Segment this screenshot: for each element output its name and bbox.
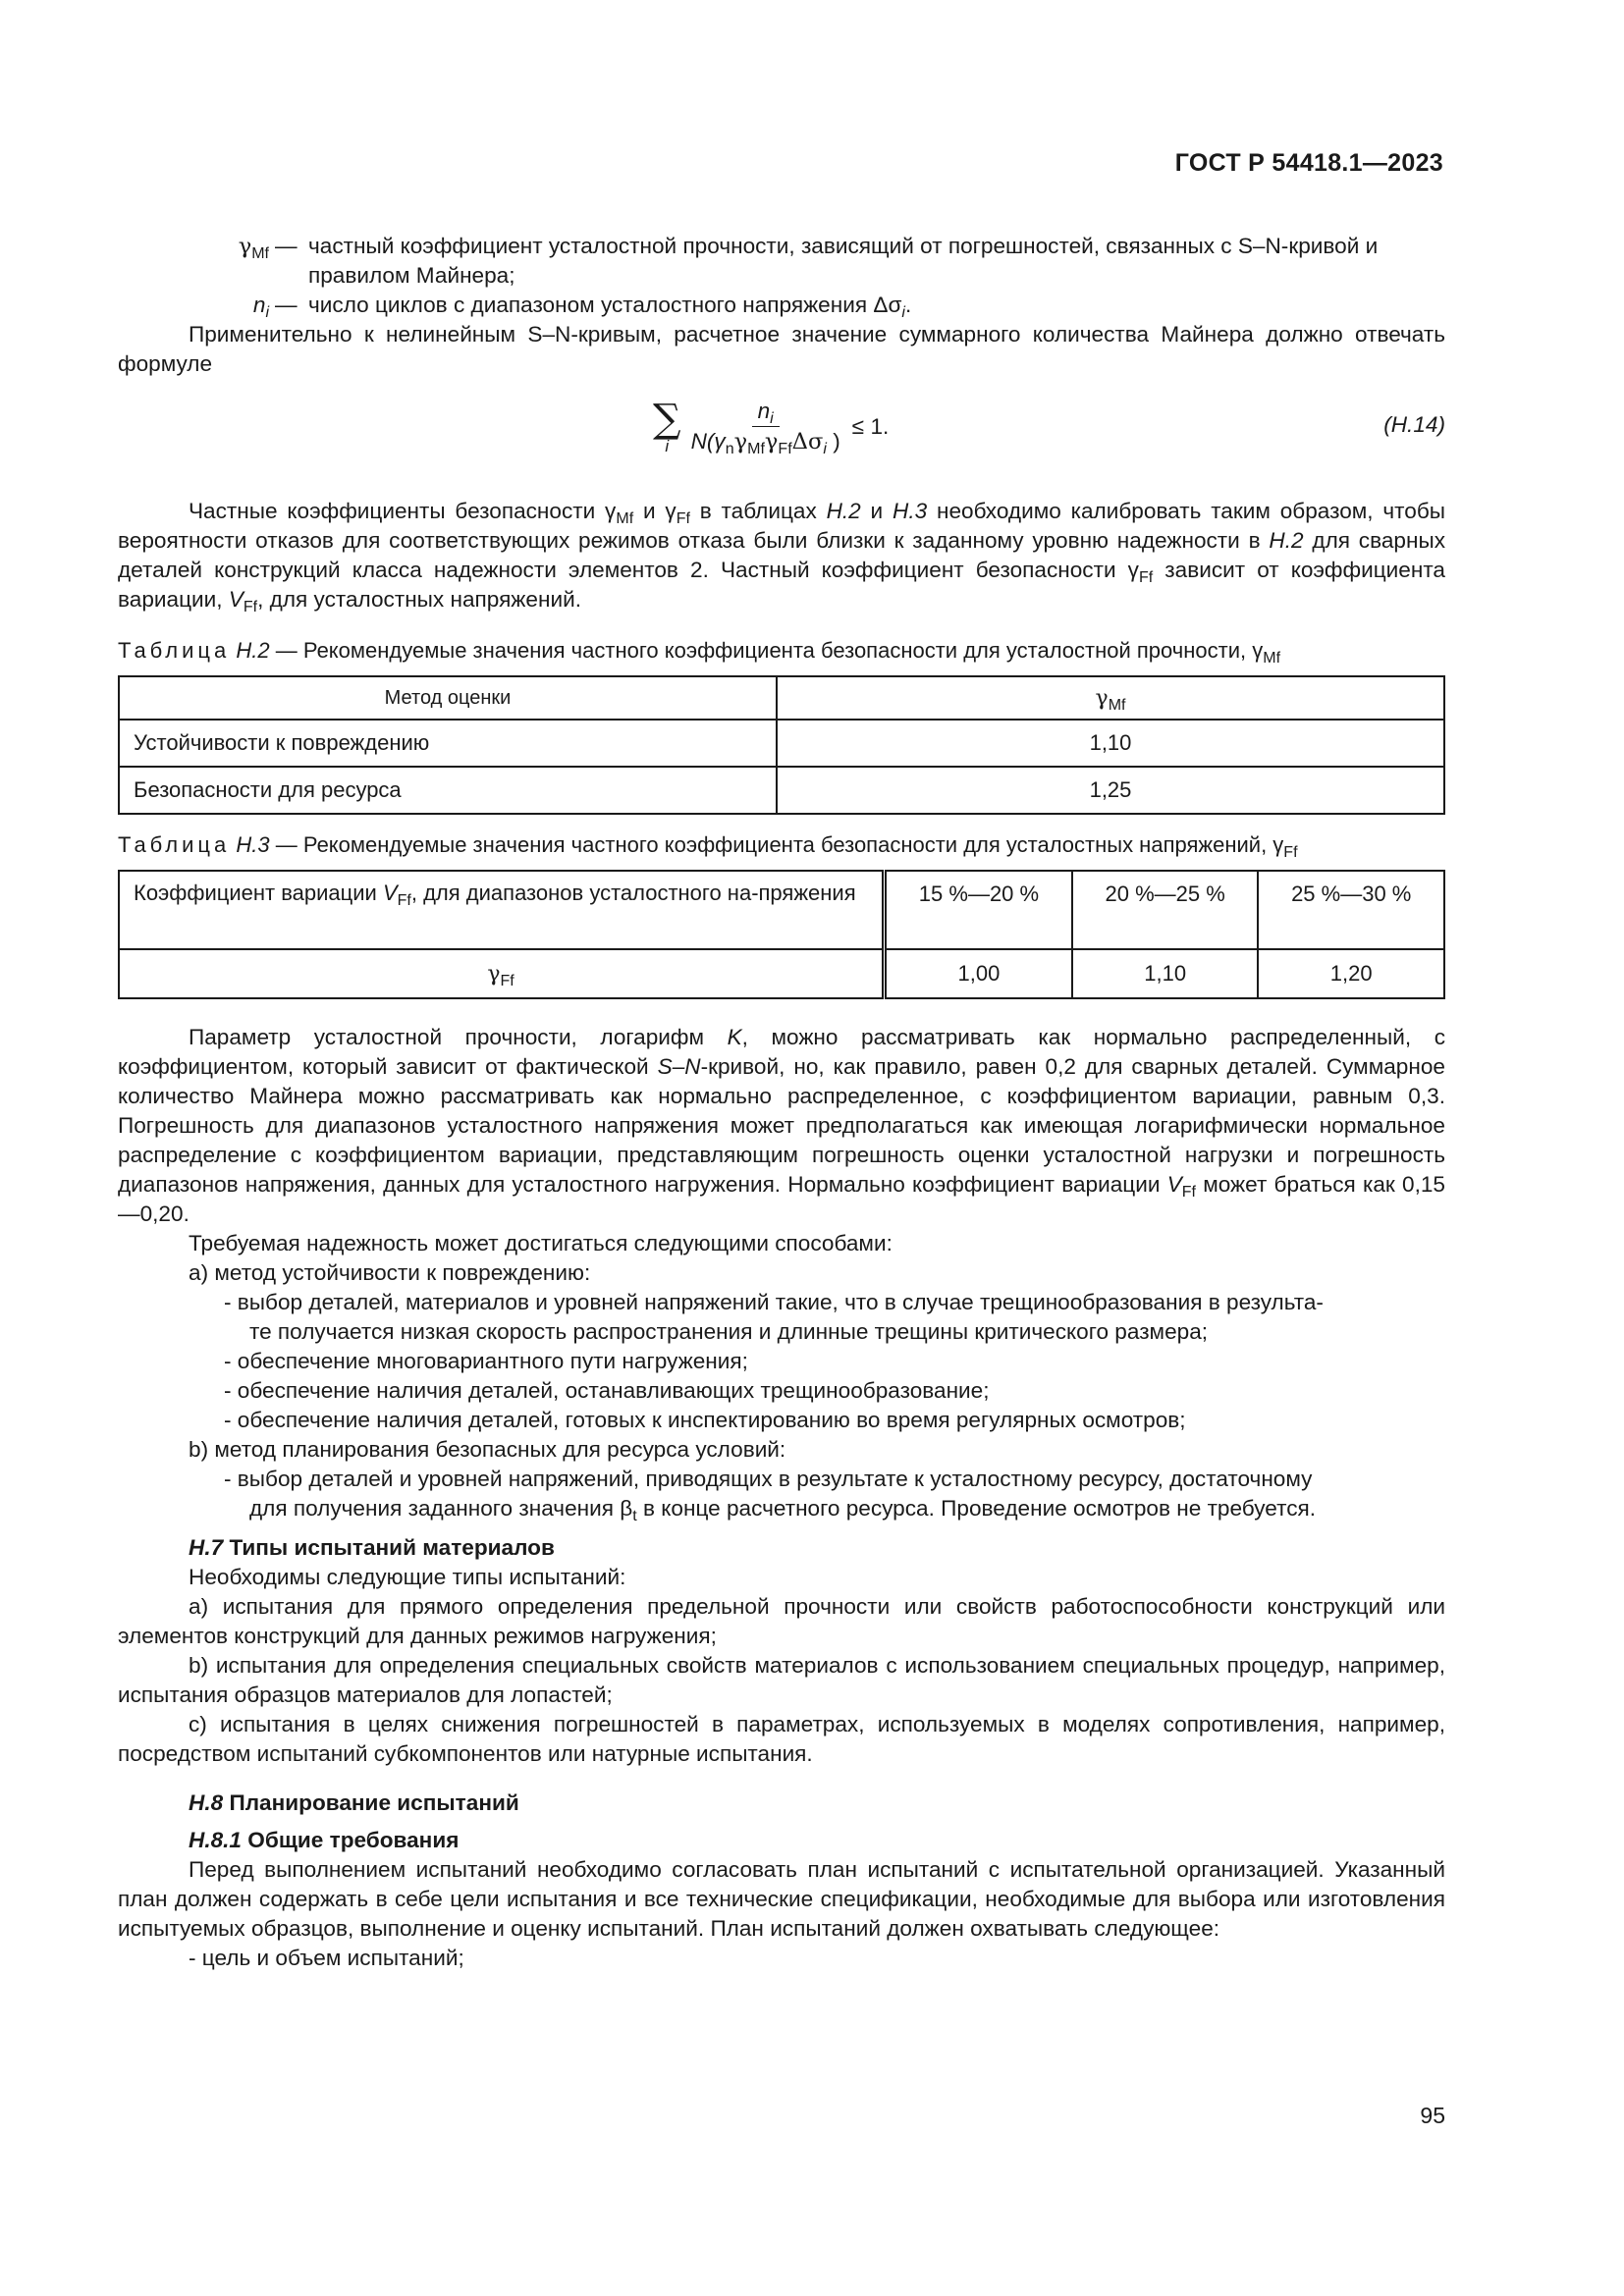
section-heading-h7: Н.7 Типы испытаний материалов xyxy=(189,1535,555,1560)
paragraph-h7-intro: Необходимы следующие типы испытаний: xyxy=(189,1565,626,1589)
list-item: - выбор деталей, материалов и уровней напряжений такие, что в случае трещинообразования в результа- xyxy=(224,1290,1324,1314)
list-item: - обеспечение многовариантного пути нагружения; xyxy=(224,1349,748,1373)
page-number: 95 xyxy=(1420,2103,1445,2128)
paragraph-fatigue-parameter: Параметр усталостной прочности, логарифм K, можно рассматривать как нормально распределенный, с коэффициентом, который зависит от фактической S–N-кривой, но, как правило, равен 0,2 для сварных деталей. Суммарное количество Майнера можно рассматривать как нормально распределенное, с коэффициентом вариации, равным 0,3. Погрешность для диапазонов усталостного напряжения может предполагаться как имеющая логарифмически нормальное распределение с коэффициентом вариации, представляющим погрешность оценки усталостной нагрузки и погрешность диапазонов напряжения, данных для усталостного нагружения. Нормально коэффициент вариации $V_{Ff}$ может браться как 0,15—0,20. xyxy=(118,1025,1445,1226)
list-item: - цель и объем испытаний; xyxy=(189,1946,464,1970)
table-row xyxy=(119,949,1444,998)
table-cell: 1,00 xyxy=(885,949,1072,998)
page-body xyxy=(118,232,1445,1973)
list-item: a) метод устойчивости к повреждению: xyxy=(189,1260,591,1285)
column-header: Метод оценки xyxy=(119,676,777,720)
table-h3-caption: Таблица Н.3 — Рекомендуемые значения частного коэффициента безопасности для усталостных напряжений, $\gamma_{Ff}$ xyxy=(118,832,1298,861)
table-cell: 1,10 xyxy=(777,720,1444,767)
table-cell: Устойчивости к повреждению xyxy=(119,720,777,767)
list-item: c) испытания в целях снижения погрешностей в параметрах, используемых в моделях сопротивления, например, посредством испытаний субкомпонентов или натурные испытания. xyxy=(118,1712,1445,1766)
table-row xyxy=(119,767,1444,814)
methods-list xyxy=(118,1258,1445,1523)
formula-rhs: ≤ 1. xyxy=(851,414,890,439)
list-item: b) метод планирования безопасных для ресурса условий: xyxy=(189,1437,786,1462)
table-header-row xyxy=(119,871,1444,949)
symbol-definitions xyxy=(118,232,1445,320)
definition-gamma-mf: $\gamma_{Mf}$ — частный коэффициент усталостной прочности, зависящий от погрешностей, связанных с S–N-кривой и правилом Майнера; xyxy=(118,232,1445,291)
table-h2-caption: Таблица Н.2 — Рекомендуемые значения частного коэффициента безопасности для усталостной прочности, $\gamma_{Mf}$ xyxy=(118,638,1281,667)
list-item-continuation: те получается низкая скорость распространения и длинные трещины критического размера; xyxy=(249,1319,1209,1344)
table-cell: $\gamma_{Ff}$ xyxy=(119,949,885,998)
paragraph-partial-factors: Частные коэффициенты безопасности $\gamma_{Mf}$ и $\gamma_{Ff}$ в таблицах Н.2 и Н.3 необходимо калибровать таким образом, чтобы вероятности отказов для соответствующих режимов отказа были близки к заданному уровню надежности в Н.2 для сварных деталей конструкций класса надежности элементов 2. Частный коэффициент безопасности $\gamma_{Ff}$ зависит от коэффициента вариации, $V_{Ff}$, для усталостных напряжений. xyxy=(118,499,1445,615)
table-cell: Безопасности для ресурса xyxy=(119,767,777,814)
table-cell: 1,20 xyxy=(1258,949,1444,998)
list-item-continuation: для получения заданного значения $\beta_t$ в конце расчетного ресурса. Проведение осмотров не требуется. xyxy=(249,1496,1317,1524)
list-item: - обеспечение наличия деталей, готовых к инспектированию во время регулярных осмотров; xyxy=(224,1408,1186,1432)
section-heading-h81: Н.8.1 Общие требования xyxy=(189,1828,460,1852)
column-header: 15 %—20 % xyxy=(885,871,1072,949)
table-cell: 1,25 xyxy=(777,767,1444,814)
table-row xyxy=(119,720,1444,767)
list-item: - обеспечение наличия деталей, останавливающих трещинообразование; xyxy=(224,1378,990,1403)
paragraph-miner-intro: Применительно к нелинейным S–N-кривым, расчетное значение суммарного количества Майнера должно отвечать формуле xyxy=(118,322,1445,376)
paragraph-reliability: Требуемая надежность может достигаться следующими способами: xyxy=(189,1231,893,1255)
definition-text: частный коэффициент усталостной прочности, зависящий от погрешностей, связанных с S–N-кривой и правилом Майнера; xyxy=(308,234,1379,288)
column-header: 20 %—25 % xyxy=(1072,871,1259,949)
list-item: а) испытания для прямого определения предельной прочности или свойств работоспособности конструкций или элементов конструкций для данных режимов нагружения; xyxy=(118,1594,1445,1648)
paragraph-h81: Перед выполнением испытаний необходимо согласовать план испытаний с испытательной организацией. Указанный план должен содержать в себе цели испытания и все технические спецификации, необходимые для выбора или изготовления испытуемых образцов, выполнение и оценку испытаний. План испытаний должен охватывать следующее: xyxy=(118,1857,1445,1941)
column-header: $\gamma_{Mf}$ xyxy=(777,676,1444,720)
table-h3 xyxy=(118,870,1445,999)
definition-text: число циклов с диапазоном усталостного напряжения $\Delta\sigma_i$. xyxy=(308,293,912,321)
list-item: - выбор деталей и уровней напряжений, приводящих в результате к усталостному ресурсу, достаточному xyxy=(224,1467,1313,1491)
formula-label: (Н.14) xyxy=(1383,412,1445,437)
document-code: ГОСТ Р 54418.1—2023 xyxy=(1174,149,1443,177)
formula-fraction: $\frac{n_i}{N(\gamma_n\gamma_{Mf}\gamma_{Ff}\Delta\sigma_i )}$ xyxy=(690,399,840,457)
table-header-row xyxy=(119,676,1444,720)
column-header: Коэффициент вариации $V_{Ff}$, для диапазонов усталостного на-пряжения xyxy=(119,871,885,949)
formula-h14 xyxy=(118,393,1445,471)
section-heading-h8: Н.8 Планирование испытаний xyxy=(189,1790,519,1815)
table-cell: 1,10 xyxy=(1072,949,1259,998)
column-header: 25 %—30 % xyxy=(1258,871,1444,949)
sum-symbol: ∑ i xyxy=(653,397,681,455)
list-item: b) испытания для определения специальных свойств материалов с использованием специальных процедур, например, испытания образцов материалов для лопастей; xyxy=(118,1653,1445,1707)
definition-n-i: $n_i$ — число циклов с диапазоном усталостного напряжения $\Delta\sigma_i$. xyxy=(118,291,1445,320)
table-h2 xyxy=(118,675,1445,815)
